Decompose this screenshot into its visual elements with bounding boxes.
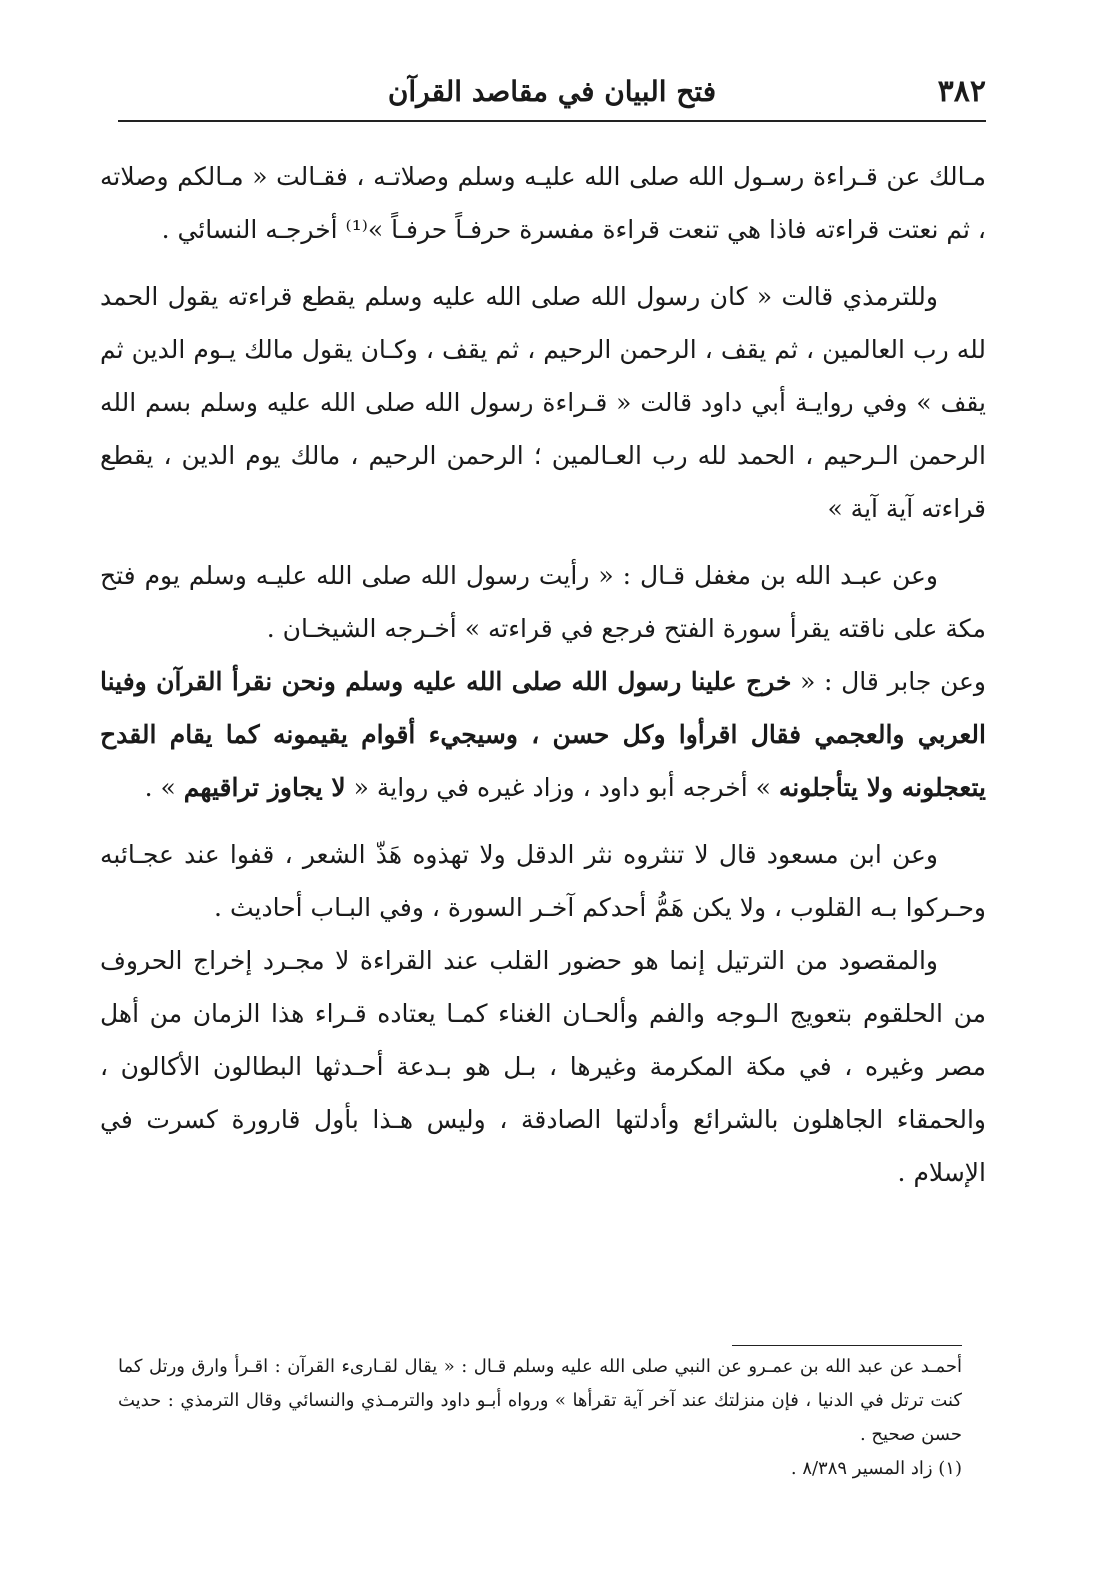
page-number: ٣٨٢ <box>937 74 986 109</box>
paragraph: مـالك عن قـراءة رسـول الله صلى الله عليـه وسلم وصلاتـه ، فقـالت « مـالكم وصلاته ، ثم نعتت قراءته فاذا هي تنعت قراءة مفسرة حرفـاً حرفـاً »⁽¹⁾ أخرجـه النسائي . <box>100 162 986 244</box>
footnote-rule <box>732 1345 962 1346</box>
running-title: فتح البيان في مقاصد القرآن <box>387 75 717 108</box>
footnote-continued: أحمـد عن عبد الله بن عمـرو عن النبي صلى الله عليه وسلم قـال : « يقال لقـارىء القرآن : اقـرأ وارق ورتل كما كنت ترتل في الدنيا ، فإن منزلتك عند آخر آية تقرأها » ورواه أبـو داود والترمـذي والنسائي وقال الترمذي : حديث حسن صحيح . <box>118 1356 962 1445</box>
main-text <box>100 150 986 1213</box>
page-header <box>118 72 986 116</box>
hadith-addition: لا يجاوز تراقيهم <box>183 773 346 802</box>
paragraph: والمقصود من الترتيل إنما هو حضور القلب عند القراءة لا مجـرد إخراج الحروف من الحلقوم بتعويج الـوجه والفم وألحـان الغناء كمـا يعتاده قـراء هذا الزمان من أهل مصر وغيره ، في مكة المكرمة وغيرها ، بـل هو بـدعة أحـدثها البطالون الأكالون ، والحمقاء الجاهلون بالشرائع وأدلتها الصادقة ، وليس هـذا بأول قارورة كسرت في الإسلام . <box>100 946 986 1187</box>
paragraph: وعن ابن مسعود قال لا تنثروه نثر الدقل ولا تهذوه هَذّ الشعر ، قفوا عند عجـائبه وحـركوا بـه القلوب ، ولا يكن هَمُّ أحدكم آخـر السورة ، وفي البـاب أحاديث . <box>100 840 986 922</box>
paragraph: وعن عبـد الله بن مغفل قـال : « رأيت رسول الله صلى الله عليـه وسلم يوم فتح مكة على ناقته يقرأ سورة الفتح فرجع في قراءته » أخـرجه الشيخـان . <box>100 561 986 643</box>
footnotes <box>118 1350 962 1486</box>
hadith-intro: وعن جابر قال : « <box>791 667 986 696</box>
header-rule <box>118 120 986 122</box>
hadith-close: » . <box>144 773 184 802</box>
paragraph: وللترمذي قالت « كان رسول الله صلى الله عليه وسلم يقطع قراءته يقول الحمد لله رب العالمين ، ثم يقف ، الرحمن الرحيم ، ثم يقف ، وكـان يقول مالك يـوم الدين ثم يقف » وفي روايـة أبي داود قالت « قـراءة رسول الله صلى الله عليه وسلم بسم الله الرحمن الـرحيم ، الحمد لله رب العـالمين ؛ الرحمن الرحيم ، مالك يوم الدين ، يقطع قراءته آية آية » <box>100 282 986 523</box>
hadith-attribution: » أخرجه أبو داود ، وزاد غيره في رواية « <box>345 773 779 802</box>
footnote-1: (١) زاد المسير ٨/٣٨٩ . <box>790 1458 962 1479</box>
paragraph-hadith-jabir <box>100 655 986 814</box>
hadith-quote: خرج علينا رسول الله صلى الله عليه وسلم ونحن نقرأ القرآن وفينا العربي والعجمي فقال اقرأوا وكل حسن ، وسيجيء أقوام يقيمونه كما يقام القدح يتعجلونه ولا يتأجلونه <box>100 667 986 802</box>
